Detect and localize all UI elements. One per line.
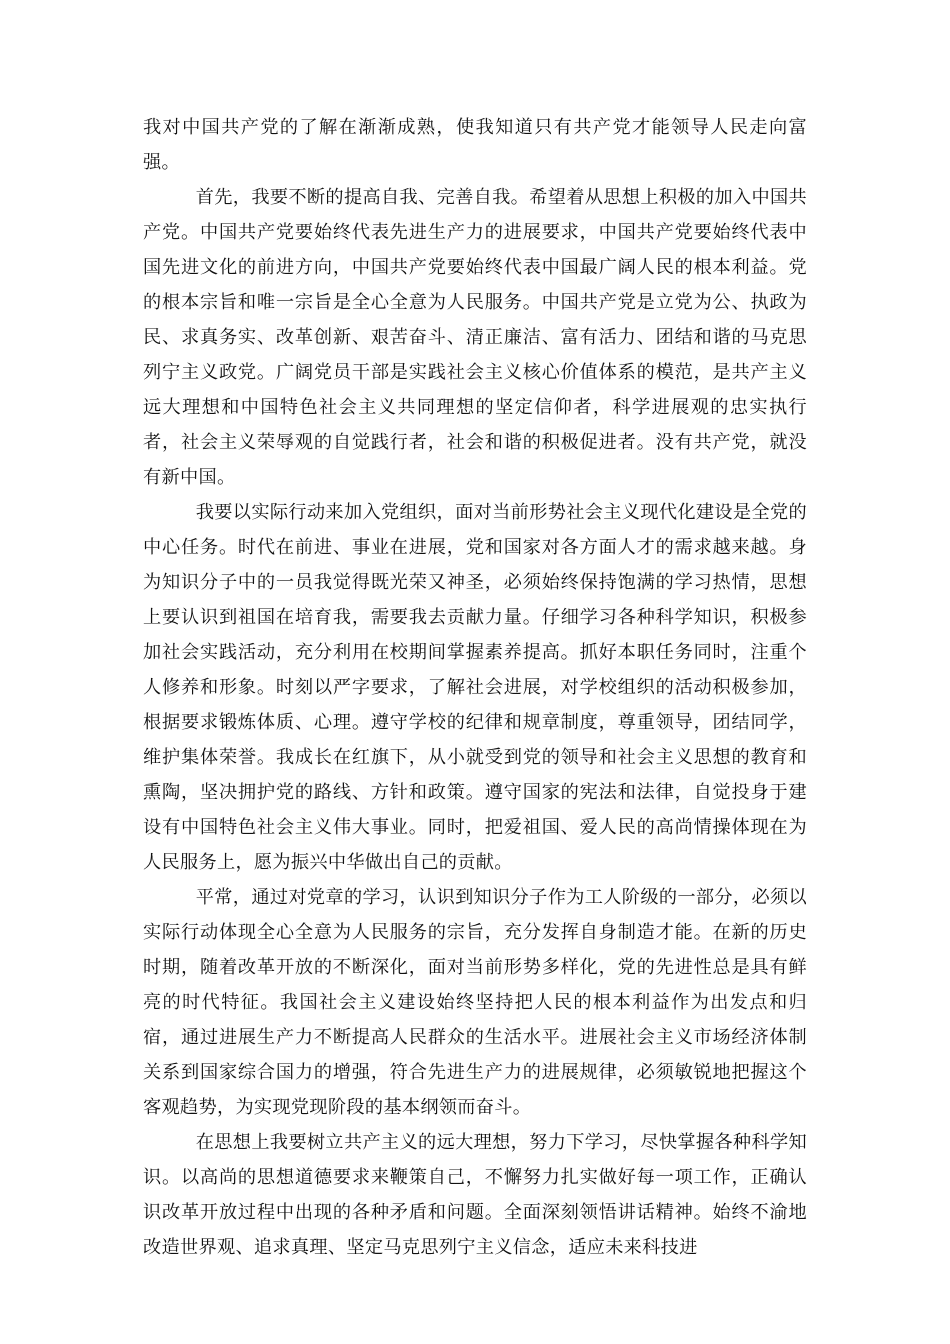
paragraph-continuation: 我对中国共产党的了解在渐渐成熟，使我知道只有共产党才能领导人民走向富强。 (143, 117, 807, 173)
document-body (143, 110, 807, 1265)
paragraph-ideals: 在思想上我要树立共产主义的远大理想，努力下学习，尽快掌握各种科学知识。以高尚的思想道德要求来鞭策自己，不懈努力扎实做好每一项工作，正确认识改革开放过程中出现的各种矛盾和问题。全面深刻领悟讲话精神。始终不渝地改造世界观、追求真理、坚定马克思列宁主义信念，适应未来科技进 (143, 1132, 807, 1258)
paragraph-action: 我要以实际行动来加入党组织，面对当前形势社会主义现代化建设是全党的中心任务。时代在前进、事业在进展，党和国家对各方面人才的需求越来越。身为知识分子中的一员我觉得既光荣又神圣，必须始终保持饱满的学习热情，思想上要认识到祖国在培育我，需要我去贡献力量。仔细学习各种科学知识，积极参加社会实践活动，充分利用在校期间掌握素养提高。抓好本职任务同时，注重个人修养和形象。时刻以严字要求，了解社会进展，对学校组织的活动积极参加，根据要求锻炼体质、心理。遵守学校的纪律和规章制度，尊重领导，团结同学，维护集体荣誉。我成长在红旗下，从小就受到党的领导和社会主义思想的教育和熏陶，坚决拥护党的路线、方针和政策。遵守国家的宪法和法律，自觉投身于建设有中国特色社会主义伟大事业。同时，把爱祖国、爱人民的高尚情操体现在为人民服务上，愿为振兴中华做出自己的贡献。 (143, 502, 807, 873)
paragraph-self-improvement: 首先，我要不断的提高自我、完善自我。希望着从思想上积极的加入中国共产党。中国共产党要始终代表先进生产力的进展要求，中国共产党要始终代表中国先进文化的前进方向，中国共产党要始终代表中国最广阔人民的根本利益。党的根本宗旨和唯一宗旨是全心全意为人民服务。中国共产党是立党为公、执政为民、求真务实、改革创新、艰苦奋斗、清正廉洁、富有活力、团结和谐的马克思列宁主义政党。广阔党员干部是实践社会主义核心价值体系的模范，是共产主义远大理想和中国特色社会主义共同理想的坚定信仰者，科学进展观的忠实执行者，社会主义荣辱观的自觉践行者，社会和谐的积极促进者。没有共产党，就没有新中国。 (143, 187, 807, 488)
paragraph-party-constitution: 平常，通过对党章的学习，认识到知识分子作为工人阶级的一部分，必须以实际行动体现全心全意为人民服务的宗旨，充分发挥自身制造才能。在新的历史时期，随着改革开放的不断深化，面对当前形势多样化，党的先进性总是具有鲜亮的时代特征。我国社会主义建设始终坚持把人民的根本利益作为出发点和归宿，通过进展生产力不断提高人民群众的生活水平。进展社会主义市场经济体制关系到国家综合国力的增强，符合先进生产力的进展规律，必须敏锐地把握这个客观趋势，为实现党现阶段的基本纲领而奋斗。 (143, 887, 807, 1118)
